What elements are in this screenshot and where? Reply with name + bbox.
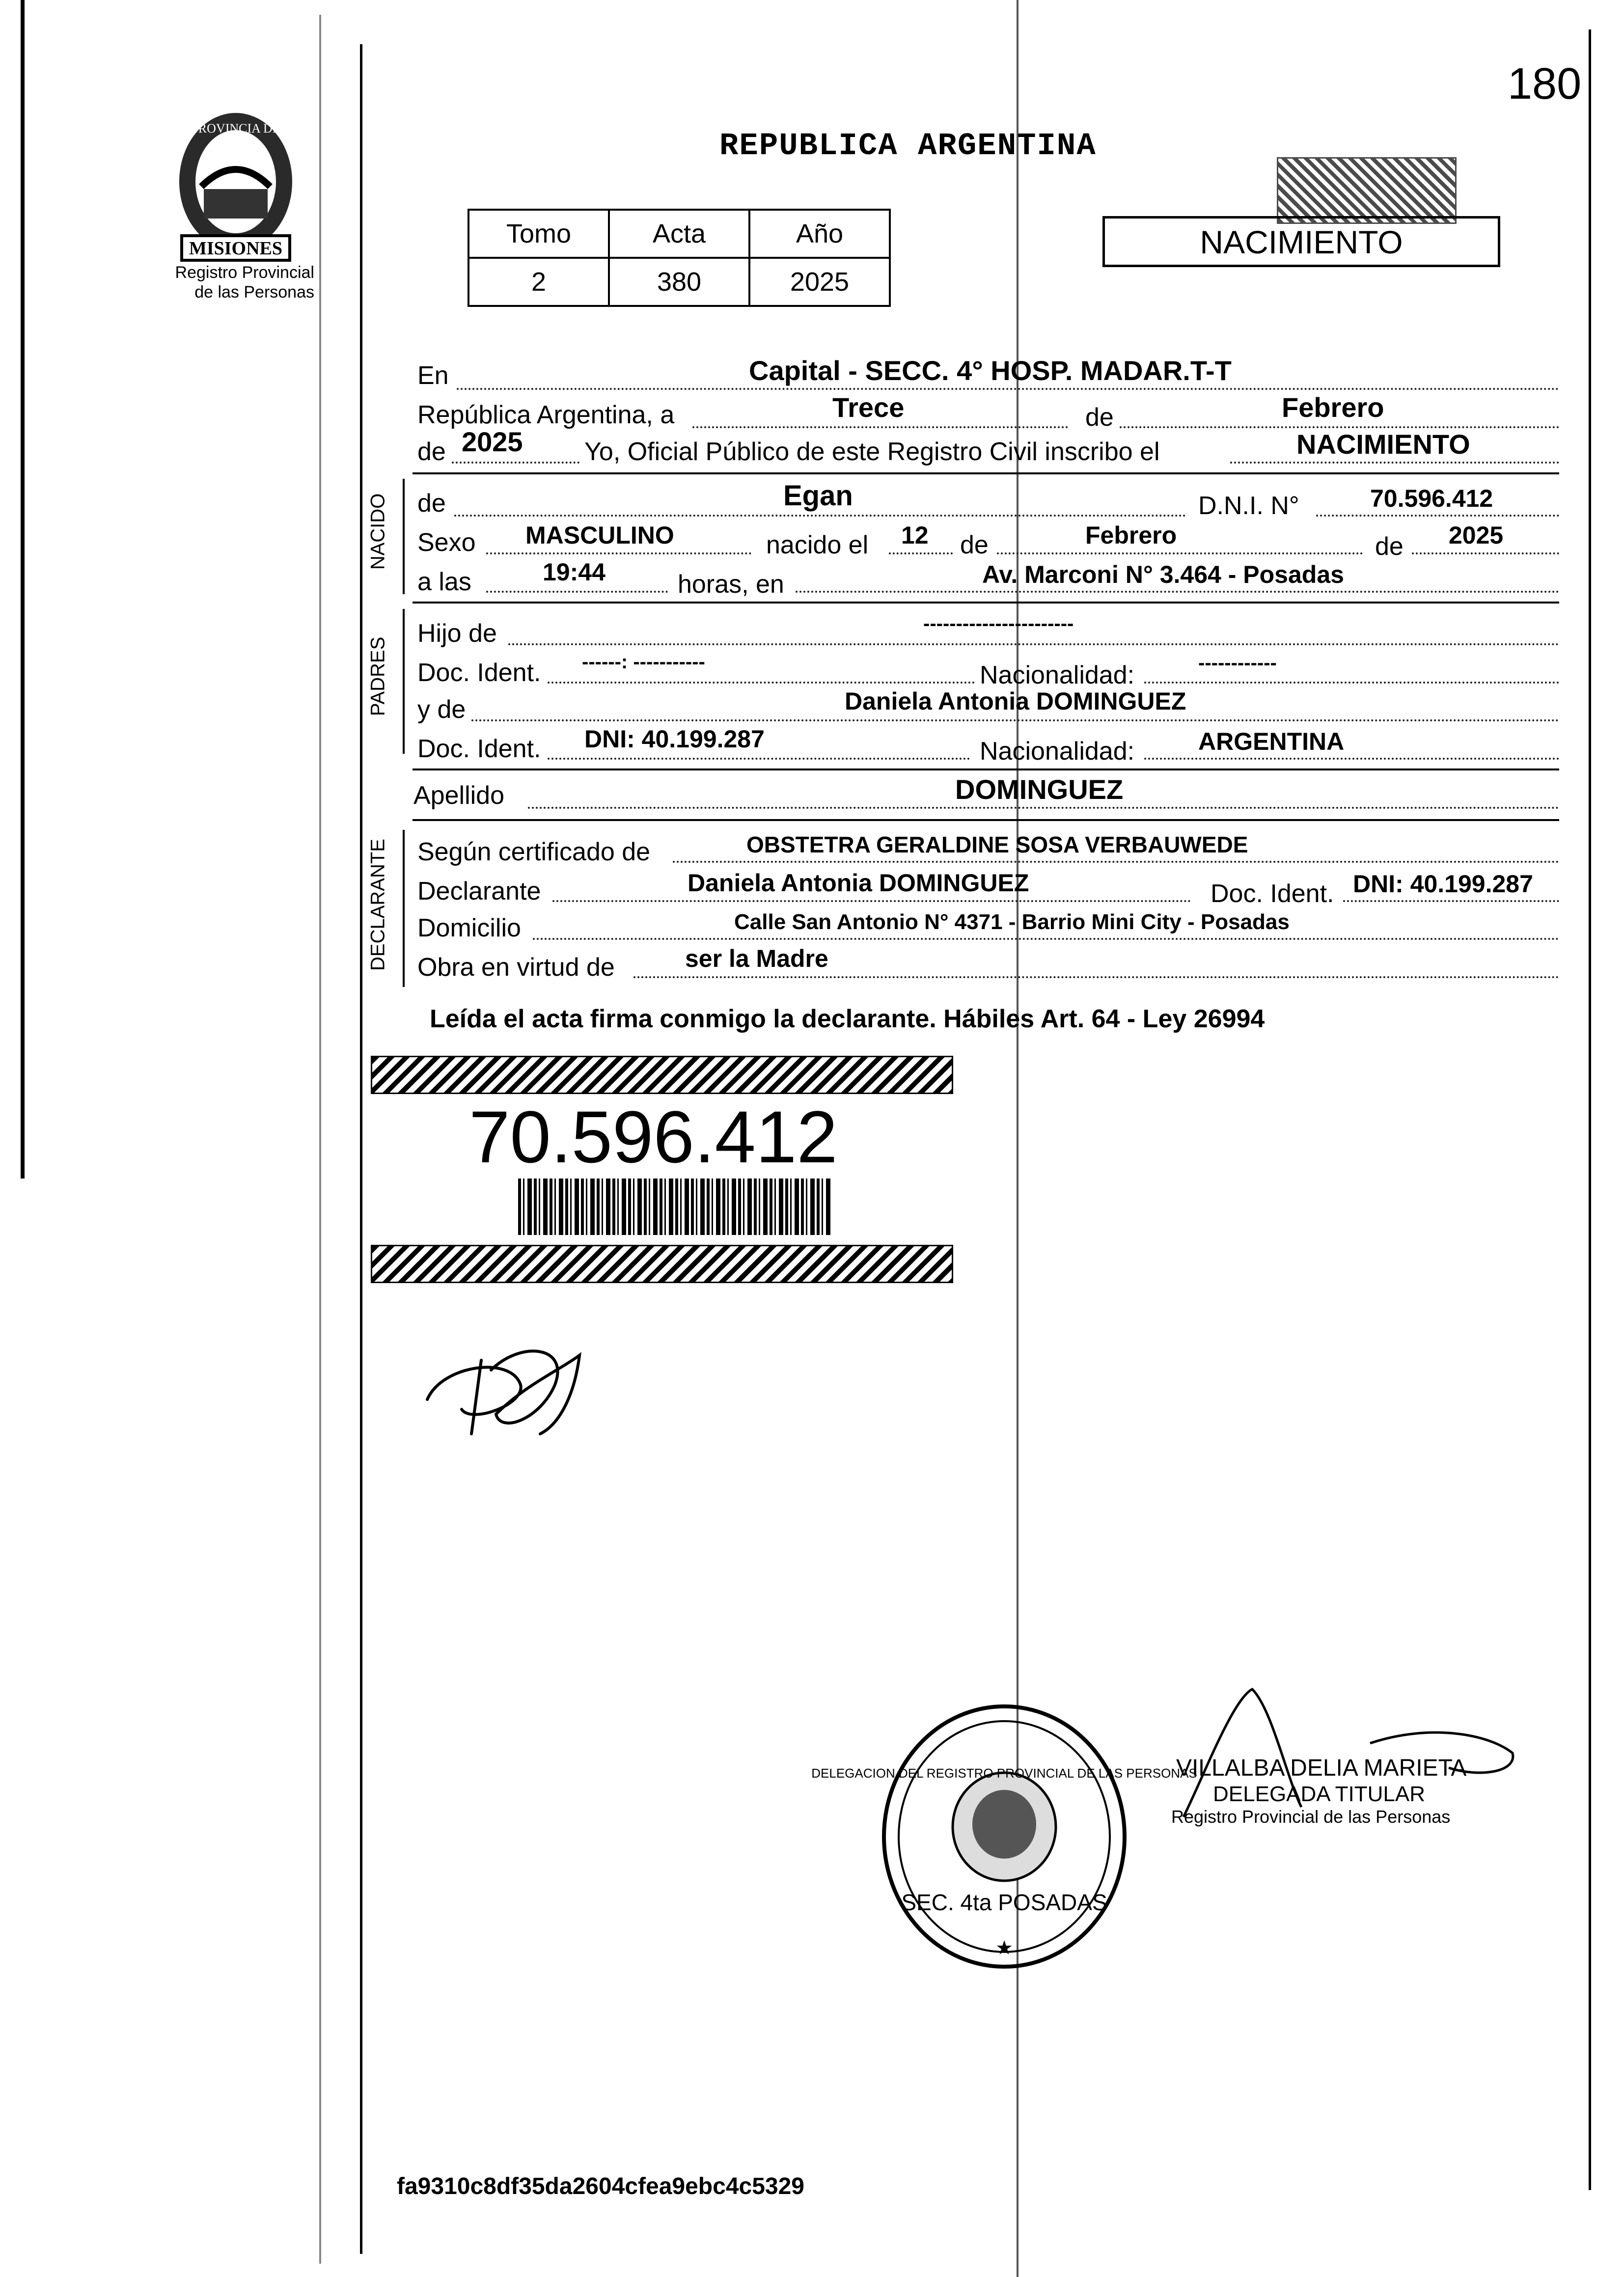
inscription-value: NACIMIENTO xyxy=(1296,429,1470,460)
dotted-line xyxy=(452,462,579,464)
sexo-value: MASCULINO xyxy=(525,521,674,549)
dotted-line xyxy=(533,938,1559,940)
dotted-line xyxy=(454,515,1186,517)
birth-year-value: 2025 xyxy=(1449,521,1504,549)
section-bracket xyxy=(403,609,405,754)
child-name-value: Egan xyxy=(783,480,853,512)
document-title: REPUBLICA ARGENTINA xyxy=(719,129,1097,164)
dotted-line xyxy=(552,900,1191,902)
tomo-value: 2 xyxy=(468,258,609,306)
section-bracket xyxy=(403,479,405,594)
a-las-label: a las xyxy=(417,568,471,596)
day-value: Trece xyxy=(832,392,905,423)
birth-day-value: 12 xyxy=(901,521,929,549)
doc-ident-label: Doc. Ident. xyxy=(417,658,541,687)
de-label: de xyxy=(960,531,989,559)
document-hash: fa9310c8df35da2604cfea9ebc4c5329 xyxy=(397,2173,804,2199)
doc-label: Doc. Ident. xyxy=(1211,879,1334,908)
y-de-label: y de xyxy=(417,695,466,724)
father-doc-value: ------: ----------- xyxy=(582,651,705,673)
declarant-signature xyxy=(413,1326,619,1444)
birth-time-value: 19:44 xyxy=(543,558,606,586)
dotted-line xyxy=(508,643,1559,645)
svg-text:★: ★ xyxy=(995,1937,1013,1959)
dotted-line xyxy=(1230,462,1559,464)
padres-section-label: PADRES xyxy=(367,636,389,716)
logo-caption-line2: de las Personas xyxy=(194,283,314,302)
official-round-stamp xyxy=(811,1699,1197,1974)
declarante-section-label: DECLARANTE xyxy=(367,839,389,971)
de-label: de xyxy=(417,489,446,518)
declarante-doc-value: DNI: 40.199.287 xyxy=(1353,870,1533,898)
declarante-label: Declarante xyxy=(417,877,541,905)
father-nationality-value: ------------ xyxy=(1198,652,1277,674)
domicilio-value: Calle San Antonio N° 4371 - Barrio Mini City - Posadas xyxy=(734,910,1290,934)
place-value: Capital - SECC. 4° HOSP. MADAR.T-T xyxy=(749,355,1232,386)
mother-nationality-value: ARGENTINA xyxy=(1198,728,1345,755)
ano-header: Año xyxy=(749,210,890,258)
acta-header: Acta xyxy=(609,210,749,258)
official-role: DELEGADA TITULAR xyxy=(1213,1782,1425,1806)
republica-label: República Argentina, a xyxy=(417,401,675,429)
section-divider xyxy=(413,819,1559,821)
security-stripe-bottom xyxy=(371,1245,953,1283)
section-divider xyxy=(413,472,1559,474)
nacido-section-label: NACIDO xyxy=(367,493,389,570)
nacionalidad-label: Nacionalidad: xyxy=(980,661,1135,689)
dotted-line xyxy=(548,682,975,684)
apellido-label: Apellido xyxy=(413,781,505,810)
dotted-line xyxy=(1144,758,1559,760)
birth-month-value: Febrero xyxy=(1085,521,1177,549)
year-label: de xyxy=(417,438,446,466)
official-name: VILLALBA DELIA MARIETA xyxy=(1176,1755,1467,1781)
security-hologram xyxy=(1277,157,1457,224)
province-logo xyxy=(162,103,309,265)
hijo-de-label: Hijo de xyxy=(417,619,497,648)
year-value: 2025 xyxy=(462,426,523,457)
dotted-line xyxy=(1343,900,1559,902)
dotted-line xyxy=(486,591,668,593)
mother-value: Daniela Antonia DOMINGUEZ xyxy=(845,687,1186,715)
sexo-label: Sexo xyxy=(417,528,476,557)
nacionalidad-label: Nacionalidad: xyxy=(980,737,1135,766)
tomo-header: Tomo xyxy=(468,210,609,258)
dotted-line xyxy=(1120,426,1559,428)
dotted-line xyxy=(673,861,1559,863)
dotted-line xyxy=(548,758,970,760)
apellido-value: DOMINGUEZ xyxy=(955,774,1124,805)
horas-en-label: horas, en xyxy=(678,570,784,599)
dotted-line xyxy=(1316,515,1559,517)
dotted-line xyxy=(1144,682,1559,684)
mother-doc-value: DNI: 40.199.287 xyxy=(584,725,765,753)
certificado-label: Según certificado de xyxy=(417,838,651,866)
obra-value: ser la Madre xyxy=(685,945,828,972)
acta-value: 380 xyxy=(609,258,749,306)
dotted-line xyxy=(796,591,1559,593)
dotted-line xyxy=(692,426,1068,428)
de-label: de xyxy=(1085,403,1114,432)
dotted-line xyxy=(528,807,1559,809)
ano-value: 2025 xyxy=(749,258,890,306)
svg-text:SEC. 4ta POSADAS: SEC. 4ta POSADAS xyxy=(901,1890,1107,1915)
de-label: de xyxy=(1375,532,1404,561)
official-office: Registro Provincial de las Personas xyxy=(1171,1807,1451,1827)
right-margin-line xyxy=(1589,29,1591,2190)
birth-place-value: Av. Marconi N° 3.464 - Posadas xyxy=(982,561,1344,588)
record-table xyxy=(468,209,891,307)
dotted-line xyxy=(1412,552,1559,554)
section-divider xyxy=(413,602,1559,604)
dotted-line xyxy=(486,552,751,554)
section-divider xyxy=(413,768,1559,770)
father-value: ----------------------- xyxy=(923,613,1074,634)
obra-label: Obra en virtud de xyxy=(417,953,615,982)
dni-label: D.N.I. N° xyxy=(1198,492,1299,520)
barcode-number: 70.596.412 xyxy=(469,1096,838,1178)
dotted-line xyxy=(457,388,1559,390)
certificado-value: OBSTETRA GERALDINE SOSA VERBAUWEDE xyxy=(746,832,1248,857)
scan-edge-mark xyxy=(21,0,25,1179)
dotted-line xyxy=(633,976,1559,978)
coat-of-arms-icon xyxy=(162,103,309,265)
statement-text: Yo, Oficial Público de este Registro Civil inscribo el xyxy=(584,438,1160,466)
svg-text:MISIONES: MISIONES xyxy=(189,238,283,259)
dotted-line xyxy=(471,719,1559,721)
doc-ident-label: Doc. Ident. xyxy=(417,735,541,763)
svg-text:DELEGACION DEL REGISTRO PROVIN: DELEGACION DEL REGISTRO PROVINCIAL DE LAS PERSONAS xyxy=(811,1766,1197,1781)
logo-caption xyxy=(133,263,314,302)
dotted-line xyxy=(997,552,1363,554)
logo-caption-line1: Registro Provincial xyxy=(175,263,314,282)
svg-text:PROVINCIA DE: PROVINCIA DE xyxy=(191,121,280,136)
month-value: Febrero xyxy=(1282,392,1384,423)
security-stripe-top xyxy=(371,1056,953,1094)
domicilio-label: Domicilio xyxy=(417,914,521,942)
en-label: En xyxy=(417,361,449,390)
scan-fold-line xyxy=(319,15,321,2264)
closing-statement: Leída el acta firma conmigo la declarante. Hábiles Art. 64 - Ley 26994 xyxy=(430,1005,1265,1033)
nacido-el-label: nacido el xyxy=(766,531,869,559)
margin-line xyxy=(360,44,362,2254)
child-dni-value: 70.596.412 xyxy=(1370,485,1493,512)
dotted-line xyxy=(889,552,953,554)
section-bracket xyxy=(403,830,405,987)
page-number: 180 xyxy=(1508,59,1582,109)
declarante-value: Daniela Antonia DOMINGUEZ xyxy=(688,869,1029,897)
record-type-box: NACIMIENTO xyxy=(1102,216,1500,267)
barcode xyxy=(518,1179,832,1235)
